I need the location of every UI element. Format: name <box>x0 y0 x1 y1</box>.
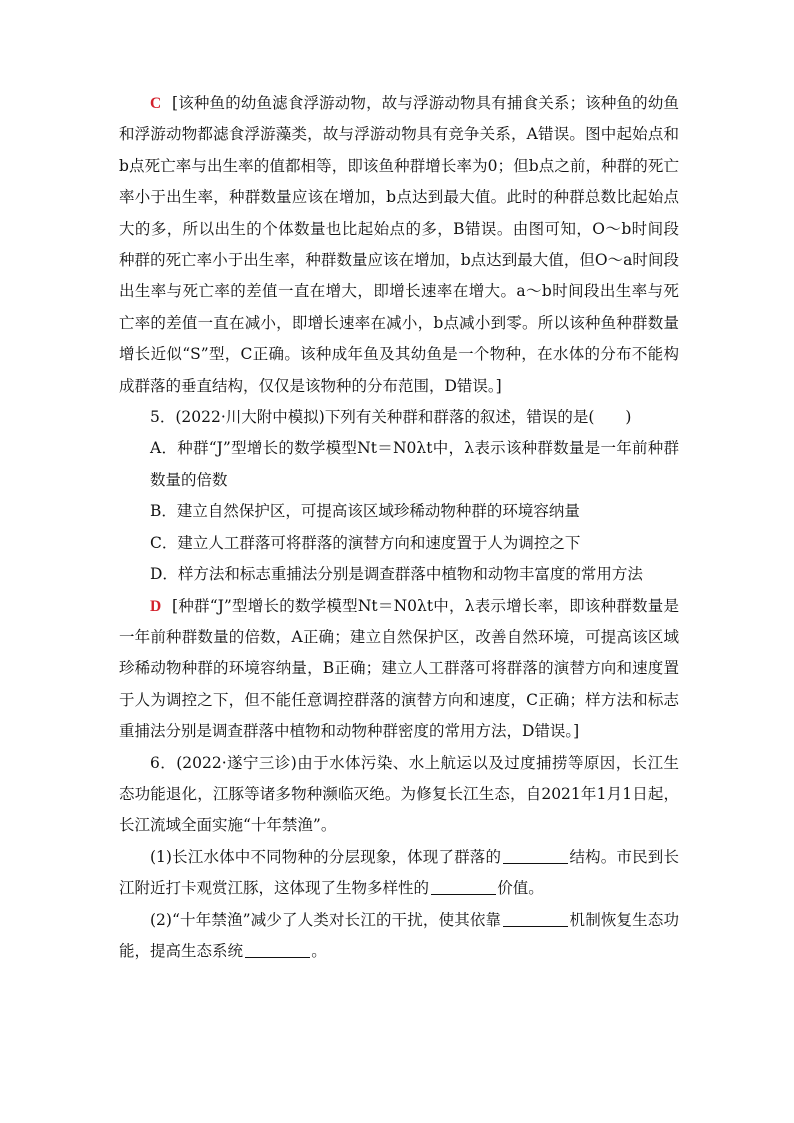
answer-letter: C <box>150 95 162 112</box>
explanation-paragraph-d <box>119 591 679 748</box>
explanation-text: [该种鱼的幼鱼滤食浮游动物，故与浮游动物具有捕食关系；该种鱼的幼鱼和浮游动物都滤食浮游藻类，故与浮游动物具有竞争关系，A错误。图中起始点和b点死亡率与出生率的值都相等，即该鱼种群增长率为0；但b点之前，种群的死亡率小于出生率，种群数量应该在增加，b点达到最大值。此时的种群总数比起始点大的多，所以出生的个体数量也比起始点的多，B错误。由图可知，O～b时间段种群的死亡率小于出生率，种群数量应该在增加，b点达到最大值，但O～a时间段出生率与死亡率的差值一直在增大，即增长速率在增大。a～b时间段出生率与死亡率的差值一直在减小，即增长速率在减小，b点减小到零。所以该种鱼种群数量增长近似“S”型，C正确。该种成年鱼及其幼鱼是一个物种，在水体的分布不能构成群落的垂直结构，仅仅是该物种的分布范围，D错误。] <box>119 94 679 395</box>
question-5-option-a: A．种群“J”型增长的数学模型Nt＝N0λt中，λ表示该种群数量是一年前种群数量的倍数 <box>150 439 679 489</box>
question-5-option-c: C．建立人工群落可将群落的演替方向和速度置于人为调控之下 <box>150 533 581 552</box>
explanation-paragraph-c <box>119 88 679 402</box>
document-content <box>119 88 679 967</box>
answer-blank[interactable] <box>503 848 568 865</box>
sub-text: (2)“十年禁渔”减少了人类对长江的干扰，使其依靠 <box>150 910 502 929</box>
sub-text: 。 <box>311 941 327 960</box>
sub-text: 价值。 <box>497 879 544 898</box>
question-6-sub-2 <box>119 905 679 968</box>
question-6-sub-1 <box>119 842 679 905</box>
answer-blank[interactable] <box>245 942 310 959</box>
sub-text: (1)长江水体中不同物种的分层现象，体现了群落的 <box>150 847 502 866</box>
question-6-stem: 6．(2022·遂宁三诊)由于水体污染、水上航运以及过度捕捞等原因，长江生态功能退化，江豚等诸多物种濒临灭绝。为修复长江生态，自2021年1月1日起，长江流域全面实施“十年禁渔”。 <box>119 753 679 835</box>
sub-text: 结构。市民到长江附近打卡观赏江豚，这体现了生物多样性的 <box>119 847 679 898</box>
answer-letter: D <box>150 597 162 615</box>
answer-blank[interactable] <box>503 910 568 927</box>
answer-blank[interactable] <box>431 879 496 896</box>
question-5-stem: 5．(2022·川大附中模拟)下列有关种群和群落的叙述，错误的是( ) <box>150 408 632 427</box>
question-5-option-d: D．样方法和标志重捕法分别是调查群落中植物和动物丰富度的常用方法 <box>150 565 643 584</box>
sub-text: 机制恢复生态功能，提高生态系统 <box>119 910 679 960</box>
explanation-text: [种群“J”型增长的数学模型Nt＝N0λt中，λ表示增长率，即该种群数量是一年前种群数量的倍数，A正确；建立自然保护区，改善自然环境，可提高该区域珍稀动物种群的环境容纳量，B正确；建立人工群落可将群落的演替方向和速度置于人为调控之下，但不能任意调控群落的演替方向和速度，C正确；样方法和标志重捕法分别是调查群落中植物和动物种群密度的常用方法，D错误。] <box>119 596 679 741</box>
question-5-option-b: B．建立自然保护区，可提高该区域珍稀动物种群的环境容纳量 <box>150 502 580 521</box>
